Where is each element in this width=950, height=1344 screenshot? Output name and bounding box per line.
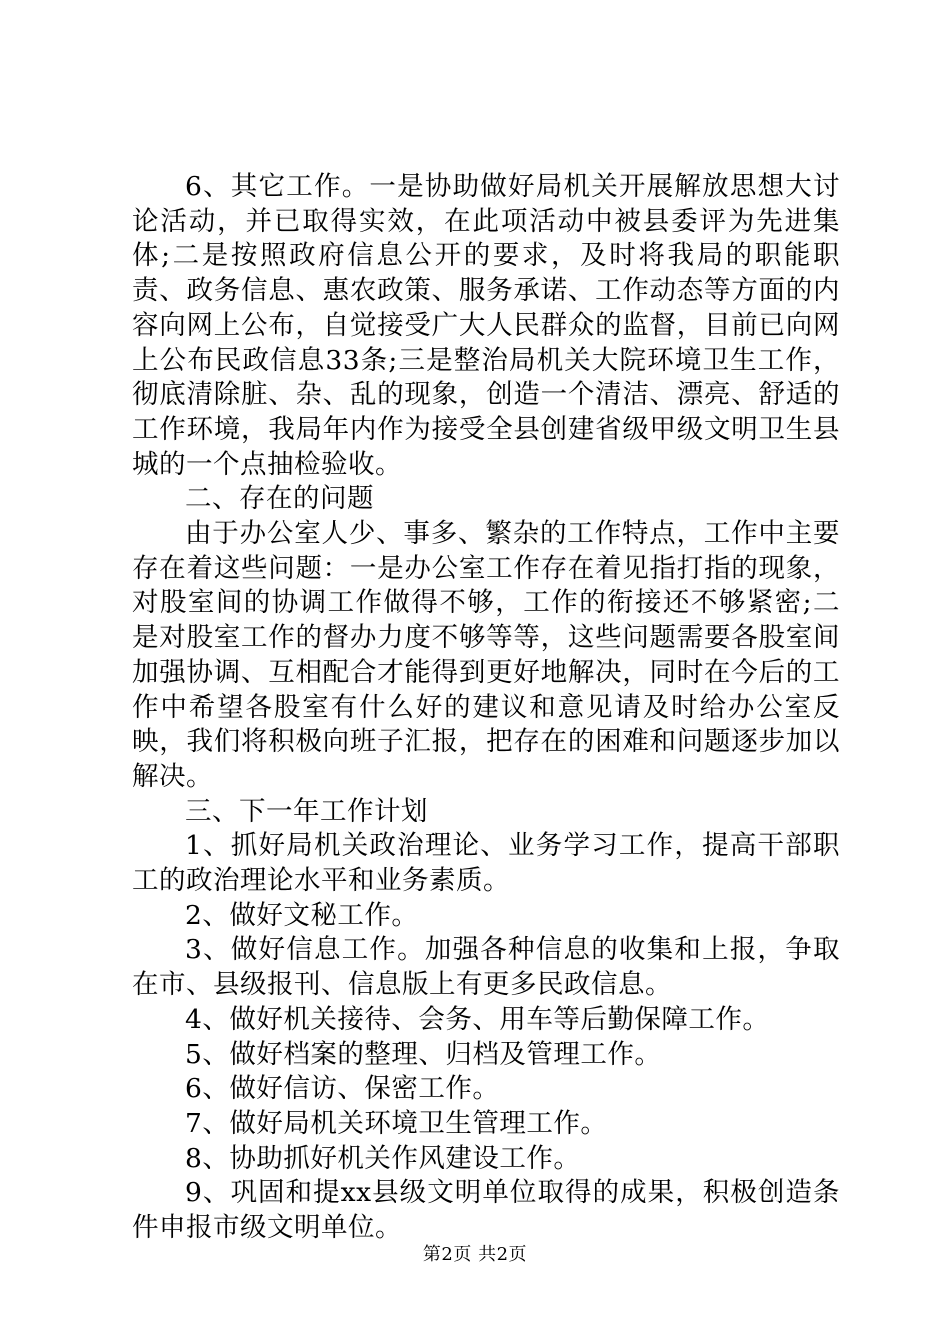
paragraph-other-work: 6、其它工作。一是协助做好局机关开展解放思想大讨论活动，并已取得实效，在此项活动中被县委评为先进集体;二是按照政府信息公开的要求，及时将我局的职能职责、政务信息、惠农政策、服务承诺、工作动态等方面的内容向网上公布，自觉接受广大人民群众的监督，目前已向网上公布民政信息33条;三是整治局机关大院环境卫生工作，彻底清除脏、杂、乱的现象，创造一个清洁、漂亮、舒适的工作环境，我局年内作为接受全县创建省级甲级文明卫生县城的一个点抽检验收。 [132, 171, 840, 480]
plan-item-3: 3、做好信息工作。加强各种信息的收集和上报，争取在市、县级报刊、信息版上有更多民政信息。 [132, 934, 840, 1001]
plan-item-7: 7、做好局机关环境卫生管理工作。 [185, 1107, 608, 1139]
page-number-footer: 第2页 共2页 [422, 1244, 528, 1265]
heading-existing-problems: 二、存在的问题 [185, 483, 374, 515]
paragraph-problems: 由于办公室人少、事多、繁杂的工作特点，工作中主要存在着这些问题：一是办公室工作存在着见指打指的现象，对股室间的协调工作做得不够，工作的衔接还不够紧密;二是对股室工作的督办力度不够等等，这些问题需要各股室间加强协调、互相配合才能得到更好地解决，同时在今后的工作中希望各股室有什么好的建议和意见请及时给办公室反映，我们将积极向班子汇报，把存在的困难和问题逐步加以解决。 [132, 518, 840, 792]
plan-item-8: 8、协助抓好机关作风建设工作。 [185, 1142, 581, 1174]
document-body [132, 170, 840, 1246]
heading-next-year-plan: 三、下一年工作计划 [185, 795, 428, 827]
plan-item-4: 4、做好机关接待、会务、用车等后勤保障工作。 [185, 1003, 770, 1035]
plan-item-5: 5、做好档案的整理、归档及管理工作。 [185, 1038, 662, 1070]
plan-item-6: 6、做好信访、保密工作。 [185, 1073, 500, 1105]
plan-item-1: 1、抓好局机关政治理论、业务学习工作，提高干部职工的政治理论水平和业务素质。 [132, 830, 840, 897]
plan-item-9: 9、巩固和提xx县级文明单位取得的成果，积极创造条件申报市级文明单位。 [132, 1177, 840, 1244]
plan-item-2: 2、做好文秘工作。 [185, 899, 419, 931]
